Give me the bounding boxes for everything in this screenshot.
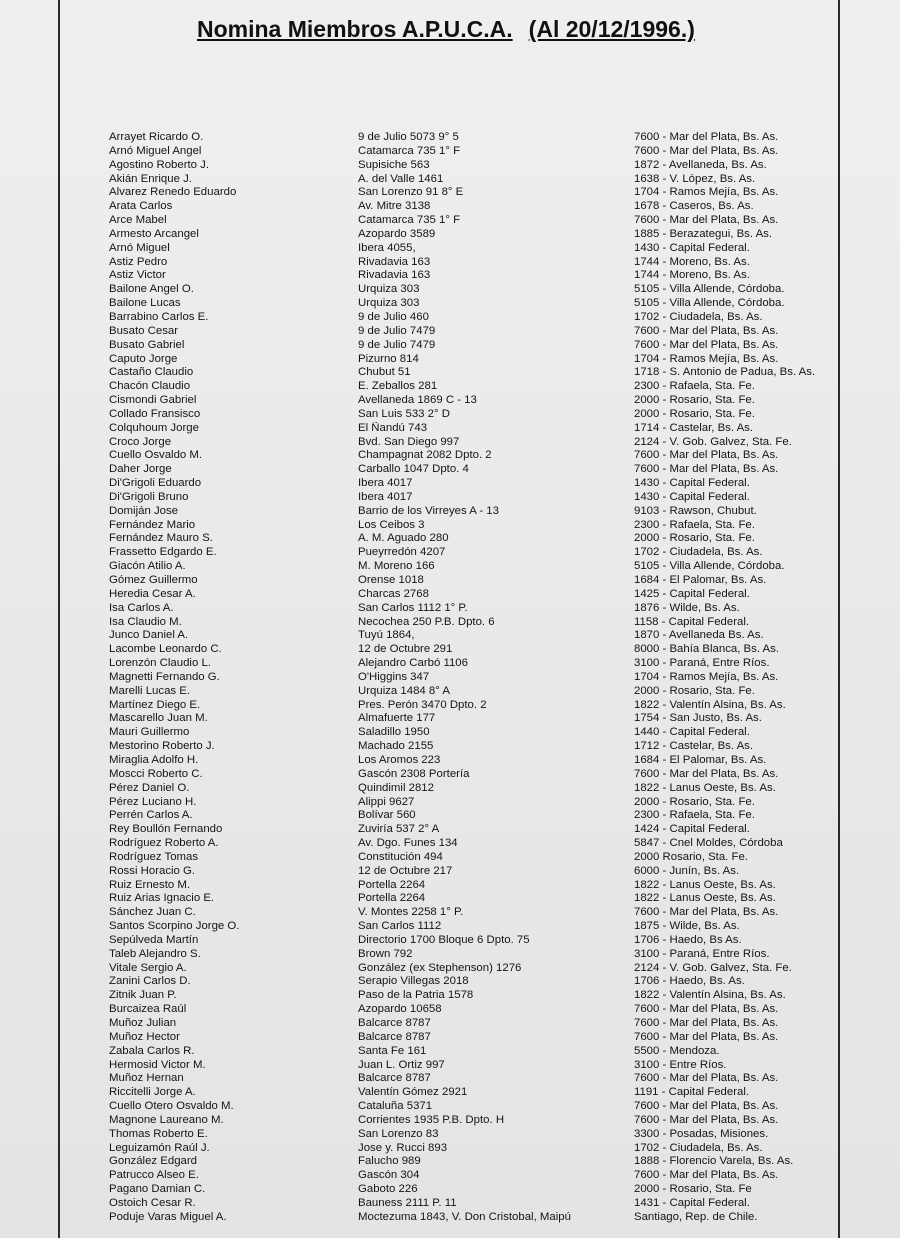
member-address: San Lorenzo 83: [358, 1127, 439, 1140]
member-city: 7600 - Mar del Plata, Bs. As.: [634, 449, 779, 462]
member-name: Martínez Diego E.: [109, 698, 201, 711]
member-name: Ostoich Cesar R.: [109, 1196, 196, 1209]
member-address: V. Montes 2258 1° P.: [358, 906, 464, 919]
member-name: Poduje Varas Miguel A.: [109, 1210, 227, 1223]
member-address: San Luis 533 2° D: [358, 407, 450, 420]
member-address: A. M. Aguado 280: [358, 532, 449, 545]
member-name: Zabala Carlos R.: [109, 1044, 195, 1057]
member-city: 1822 - Lanus Oeste, Bs. As.: [634, 781, 776, 794]
member-address: San Carlos 1112 1° P.: [358, 601, 468, 614]
member-address: Bolívar 560: [358, 809, 416, 822]
member-city: 1706 - Haedo, Bs. As.: [634, 975, 745, 988]
member-city: 1430 - Capital Federal.: [634, 490, 750, 503]
member-address: Carballo 1047 Dpto. 4: [358, 463, 469, 476]
member-name: Vitale Sergio A.: [109, 961, 187, 974]
member-name: Frassetto Edgardo E.: [109, 546, 217, 559]
member-name: Di'Grigoli Eduardo: [109, 477, 202, 490]
member-city: 7600 - Mar del Plata, Bs. As.: [634, 214, 779, 227]
member-city: 1822 - Lanus Oeste, Bs. As.: [634, 892, 776, 905]
member-address: Serapio Villegas 2018: [358, 975, 469, 988]
member-city: 1424 - Capital Federal.: [634, 823, 750, 836]
member-address: Gascón 2308 Portería: [358, 767, 470, 780]
member-city: 7600 - Mar del Plata, Bs. As.: [634, 906, 779, 919]
member-address: San Carlos 1112: [358, 920, 442, 933]
member-city: 2124 - V. Gob. Galvez, Sta. Fe.: [634, 961, 792, 974]
member-city: 1425 - Capital Federal.: [634, 587, 750, 600]
member-name: Hermosid Victor M.: [109, 1058, 206, 1071]
member-address: Orense 1018: [358, 574, 424, 586]
member-address: Zuviría 537 2° A: [358, 823, 440, 836]
member-city: 1714 - Castelar, Bs. As.: [634, 421, 754, 434]
member-address: Cataluña 5371: [358, 1100, 433, 1113]
cities-column: [634, 131, 834, 1225]
member-address: Champagnat 2082 Dpto. 2: [358, 449, 492, 462]
member-city: 1704 - Ramos Mejía, Bs. As.: [634, 186, 779, 199]
member-address: Balcarce 8787: [358, 1030, 431, 1043]
member-name: Patrucco Alseo E.: [109, 1169, 199, 1182]
member-name: Lacombe Leonardo C.: [109, 643, 222, 656]
page-title: [197, 16, 797, 43]
member-address: Quindimil 2812: [358, 781, 434, 794]
member-name: Caputo Jorge: [109, 352, 178, 365]
member-city: 7600 - Mar del Plata, Bs. As.: [634, 1100, 779, 1113]
member-address: A. del Valle 1461: [358, 172, 444, 185]
member-city: 1888 - Florencio Varela, Bs. As.: [634, 1155, 794, 1168]
member-name: Pérez Luciano H.: [109, 795, 197, 808]
member-address: M. Moreno 166: [358, 560, 435, 573]
member-address: Supisiche 563: [358, 158, 430, 171]
member-name: Mascarello Juan M.: [109, 712, 208, 725]
member-address: Machado 2155: [358, 740, 434, 753]
member-city: 1684 - El Palomar, Bs. As.: [634, 574, 767, 586]
member-name: Muñoz Julian: [109, 1017, 177, 1029]
member-city: 1684 - El Palomar, Bs. As.: [634, 753, 767, 766]
member-name: Di'Grigoli Bruno: [109, 490, 189, 503]
member-name: Thomas Roberto E.: [109, 1127, 208, 1140]
member-name: Perrén Carlos A.: [109, 809, 193, 822]
member-address: Bauness 2111 P. 11: [358, 1196, 457, 1209]
member-name: Miraglia Adolfo H.: [109, 753, 199, 766]
member-address: Avellaneda 1869 C - 13: [358, 394, 477, 407]
member-city: 2300 - Rafaela, Sta. Fe.: [634, 518, 755, 531]
member-city: 1822 - Valentín Alsina, Bs. As.: [634, 698, 786, 711]
member-name: Magnetti Fernando G.: [109, 670, 220, 683]
member-city: 7600 - Mar del Plata, Bs. As.: [634, 1030, 779, 1043]
member-city: 2124 - V. Gob. Galvez, Sta. Fe.: [634, 435, 792, 448]
member-address: Ibera 4055,: [358, 241, 416, 254]
member-name: Fernández Mauro S.: [109, 532, 213, 545]
member-city: 3300 - Posadas, Misiones.: [634, 1127, 769, 1140]
member-address: Ibera 4017: [358, 477, 413, 490]
addresses-column: [358, 131, 618, 1225]
member-address: Saladillo 1950: [358, 726, 430, 739]
member-city: 1876 - Wilde, Bs. As.: [634, 601, 740, 614]
member-city: 3100 - Paraná, Entre Ríos.: [634, 947, 770, 960]
member-city: 7600 - Mar del Plata, Bs. As.: [634, 131, 779, 143]
member-name: Busato Cesar: [109, 324, 179, 337]
member-city: 2000 - Rosario, Sta. Fe.: [634, 394, 755, 407]
member-city: 1704 - Ramos Mejía, Bs. As.: [634, 670, 779, 683]
member-address: Pres. Perón 3470 Dpto. 2: [358, 698, 487, 711]
member-address: Los Ceibos 3: [358, 518, 425, 531]
member-name: Alvarez Renedo Eduardo: [109, 186, 237, 199]
member-city: 2000 - Rosario, Sta. Fe: [634, 1183, 752, 1196]
member-name: González Edgard: [109, 1155, 198, 1168]
member-city: 1702 - Ciudadela, Bs. As.: [634, 546, 763, 559]
member-city: 2000 - Rosario, Sta. Fe.: [634, 407, 755, 420]
member-name: Astiz Pedro: [109, 255, 168, 268]
member-city: 3100 - Paraná, Entre Ríos.: [634, 657, 770, 670]
member-address: Bvd. San Diego 997: [358, 435, 460, 448]
member-name: Muñoz Hector: [109, 1030, 180, 1043]
member-name: Heredia Cesar A.: [109, 587, 196, 600]
page-border-left: [58, 0, 60, 1238]
member-city: 1191 - Capital Federal.: [634, 1086, 750, 1099]
member-city: 1872 - Avellaneda, Bs. As.: [634, 158, 767, 171]
member-name: Junco Daniel A.: [109, 629, 189, 642]
member-address: Urquiza 303: [358, 283, 420, 296]
member-name: Pérez Daniel O.: [109, 781, 190, 794]
member-city: 7600 - Mar del Plata, Bs. As.: [634, 144, 779, 157]
member-name: Rodríguez Roberto A.: [109, 837, 219, 850]
member-address: Moctezuma 1843, V. Don Cristobal, Maipú: [358, 1210, 571, 1223]
member-name: Chacón Claudio: [109, 380, 191, 393]
member-address: Tuyú 1864,: [358, 629, 415, 642]
member-name: Agostino Roberto J.: [109, 158, 210, 171]
member-name: Mauri Guillermo: [109, 726, 190, 739]
names-column: [109, 131, 349, 1225]
member-address: Rivadavia 163: [358, 255, 431, 268]
member-name: Arata Carlos: [109, 200, 173, 213]
member-address: 9 de Julio 5073 9° 5: [358, 131, 459, 143]
member-city: 7600 - Mar del Plata, Bs. As.: [634, 463, 779, 476]
member-name: Bailone Lucas: [109, 297, 181, 310]
member-city: 2000 Rosario, Sta. Fe.: [634, 850, 748, 863]
member-city: 3100 - Entre Ríos.: [634, 1058, 727, 1071]
title-date: (Al 20/12/1996.): [528, 16, 695, 42]
member-address: E. Zeballos 281: [358, 380, 438, 393]
member-city: 1712 - Castelar, Bs. As.: [634, 740, 754, 753]
member-name: Santos Scorpino Jorge O.: [109, 920, 240, 933]
member-city: 1430 - Capital Federal.: [634, 241, 750, 254]
member-name: Ruiz Ernesto M.: [109, 878, 191, 891]
member-city: 6000 - Junín, Bs. As.: [634, 864, 740, 877]
member-city: 9103 - Rawson, Chubut.: [634, 504, 757, 517]
member-address: Alejandro Carbó 1106: [358, 657, 468, 670]
member-city: 7600 - Mar del Plata, Bs. As.: [634, 1072, 779, 1085]
member-address: Falucho 989: [358, 1155, 421, 1168]
member-address: Catamarca 735 1° F: [358, 214, 461, 227]
member-city: 1754 - San Justo, Bs. As.: [634, 712, 762, 725]
member-name: Rey Boullón Fernando: [109, 823, 223, 836]
member-name: Lorenzón Claudio L.: [109, 657, 211, 670]
member-city: 2000 - Rosario, Sta. Fe.: [634, 684, 755, 697]
member-city: 1431 - Capital Federal.: [634, 1196, 750, 1209]
member-city: 2300 - Rafaela, Sta. Fe.: [634, 809, 755, 822]
member-name: Mestorino Roberto J.: [109, 740, 215, 753]
member-name: Magnone Laureano M.: [109, 1113, 224, 1126]
member-name: Burcaizea Raúl: [109, 1003, 187, 1016]
member-address: Paso de la Patria 1578: [358, 989, 474, 1002]
member-name: Isa Claudio M.: [109, 615, 182, 628]
member-city: 1430 - Capital Federal.: [634, 477, 750, 490]
member-name: Giacón Atilio A.: [109, 560, 186, 573]
member-name: Sánchez Juan C.: [109, 906, 196, 919]
member-address: Los Aromos 223: [358, 753, 441, 766]
member-city: 1875 - Wilde, Bs. As.: [634, 920, 740, 933]
member-name: Cuello Osvaldo M.: [109, 449, 203, 462]
member-address: Chubut 51: [358, 366, 411, 379]
member-name: Zitnik Juan P.: [109, 989, 177, 1002]
member-city: 7600 - Mar del Plata, Bs. As.: [634, 324, 779, 337]
member-address: Av. Mitre 3138: [358, 200, 431, 213]
member-city: 7600 - Mar del Plata, Bs. As.: [634, 1003, 779, 1016]
member-name: Busato Gabriel: [109, 338, 185, 351]
member-address: Pueyrredón 4207: [358, 546, 446, 559]
member-city: 8000 - Bahía Blanca, Bs. As.: [634, 643, 780, 656]
member-city: 1822 - Lanus Oeste, Bs. As.: [634, 878, 776, 891]
member-address: Urquiza 1484 8° A: [358, 684, 450, 697]
member-address: Balcarce 8787: [358, 1072, 431, 1085]
member-address: 9 de Julio 7479: [358, 324, 436, 337]
member-address: Santa Fe 161: [358, 1044, 427, 1057]
member-address: San Lorenzo 91 8° E: [358, 186, 464, 199]
member-name: Colquhoum Jorge: [109, 421, 199, 434]
member-name: Rodríguez Tomas: [109, 850, 199, 863]
member-city: 7600 - Mar del Plata, Bs. As.: [634, 767, 779, 780]
member-name: Isa Carlos A.: [109, 601, 174, 614]
member-address: Av. Dgo. Funes 134: [358, 837, 458, 850]
member-address: González (ex Stephenson) 1276: [358, 961, 522, 974]
member-city: 1885 - Berazategui, Bs. As.: [634, 227, 773, 240]
member-name: Arrayet Ricardo O.: [109, 131, 204, 143]
member-name: Muñoz Hernan: [109, 1072, 184, 1085]
member-address: Almafuerte 177: [358, 712, 436, 725]
member-address: Gascón 304: [358, 1169, 420, 1182]
member-city: 1702 - Ciudadela, Bs. As.: [634, 1141, 763, 1154]
member-city: 2000 - Rosario, Sta. Fe.: [634, 795, 755, 808]
member-address: 12 de Octubre 291: [358, 643, 453, 656]
member-address: Catamarca 735 1° F: [358, 144, 461, 157]
member-name: Rossi Horacio G.: [109, 864, 196, 877]
member-city: 5500 - Mendoza.: [634, 1044, 720, 1057]
member-address: Corrientes 1935 P.B. Dpto. H: [358, 1113, 505, 1126]
member-city: Santiago, Rep. de Chile.: [634, 1210, 758, 1223]
page-border-right: [838, 0, 840, 1238]
member-name: Barrabino Carlos E.: [109, 310, 209, 323]
member-city: 1638 - V. López, Bs. As.: [634, 172, 756, 185]
member-city: 5105 - Villa Allende, Córdoba.: [634, 283, 785, 296]
member-address: Ibera 4017: [358, 490, 413, 503]
member-address: Alippi 9627: [358, 795, 415, 808]
member-address: Portella 2264: [358, 892, 426, 905]
member-name: Arnó Miguel Angel: [109, 144, 202, 157]
member-city: 1870 - Avellaneda Bs. As.: [634, 629, 764, 642]
member-address: Balcarce 8787: [358, 1017, 431, 1029]
member-city: 1440 - Capital Federal.: [634, 726, 750, 739]
member-city: 1718 - S. Antonio de Padua, Bs. As.: [634, 366, 816, 379]
member-name: Riccitelli Jorge A.: [109, 1086, 196, 1099]
member-name: Zanini Carlos D.: [109, 975, 191, 988]
member-address: Rivadavia 163: [358, 269, 431, 282]
member-name: Daher Jorge: [109, 463, 172, 476]
member-address: Valentín Gómez 2921: [358, 1086, 468, 1099]
member-name: Bailone Angel O.: [109, 283, 194, 296]
member-city: 2300 - Rafaela, Sta. Fe.: [634, 380, 755, 393]
member-city: 1678 - Caseros, Bs. As.: [634, 200, 754, 213]
member-city: 1704 - Ramos Mejía, Bs. As.: [634, 352, 779, 365]
member-address: Jose y. Rucci 893: [358, 1141, 448, 1154]
member-name: Ruiz Arias Ignacio E.: [109, 892, 215, 905]
member-name: Leguizamón Raúl J.: [109, 1141, 210, 1154]
member-name: Domiján Jose: [109, 504, 179, 517]
member-address: Charcas 2768: [358, 587, 429, 600]
member-name: Pagano Damian C.: [109, 1183, 206, 1196]
member-name: Armesto Arcangel: [109, 227, 199, 240]
member-name: Marelli Lucas E.: [109, 684, 191, 697]
member-address: 12 de Octubre 217: [358, 864, 453, 877]
member-city: 1158 - Capital Federal.: [634, 615, 750, 628]
member-city: 7600 - Mar del Plata, Bs. As.: [634, 1113, 779, 1126]
member-city: 1706 - Haedo, Bs As.: [634, 933, 742, 946]
member-address: Azopardo 3589: [358, 227, 436, 240]
member-address: 9 de Julio 460: [358, 310, 429, 323]
member-name: Arce Mabel: [109, 214, 167, 227]
member-city: 5105 - Villa Allende, Córdoba.: [634, 560, 785, 573]
member-city: 1702 - Ciudadela, Bs. As.: [634, 310, 763, 323]
member-address: Azopardo 10658: [358, 1003, 442, 1016]
member-name: Cismondi Gabriel: [109, 394, 197, 407]
member-city: 5847 - Cnel Moldes, Córdoba: [634, 837, 783, 850]
member-name: Cuello Otero Osvaldo M.: [109, 1100, 234, 1113]
member-city: 7600 - Mar del Plata, Bs. As.: [634, 1169, 779, 1182]
member-city: 1822 - Valentín Alsina, Bs. As.: [634, 989, 786, 1002]
member-name: Gómez Guillermo: [109, 574, 198, 586]
member-address: O'Higgins 347: [358, 670, 430, 683]
member-address: Directorio 1700 Bloque 6 Dpto. 75: [358, 933, 530, 946]
member-city: 1744 - Moreno, Bs. As.: [634, 255, 750, 268]
member-name: Castaño Claudio: [109, 366, 194, 379]
member-address: Pizurno 814: [358, 352, 419, 365]
member-name: Collado Fransisco: [109, 407, 201, 420]
member-address: El Ñandú 743: [358, 421, 428, 434]
member-address: Barrio de los Virreyes A - 13: [358, 504, 499, 517]
member-name: Akián Enrique J.: [109, 172, 192, 185]
member-name: Taleb Alejandro S.: [109, 947, 201, 960]
member-name: Arnó Miguel: [109, 241, 170, 254]
member-address: Brown 792: [358, 947, 413, 960]
member-name: Moscci Roberto C.: [109, 767, 203, 780]
member-address: 9 de Julio 7479: [358, 338, 436, 351]
member-address: Urquiza 303: [358, 297, 420, 310]
member-name: Sepúlveda Martín: [109, 933, 199, 946]
member-city: 5105 - Villa Allende, Córdoba.: [634, 297, 785, 310]
member-city: 7600 - Mar del Plata, Bs. As.: [634, 338, 779, 351]
member-name: Croco Jorge: [109, 435, 172, 448]
member-address: Portella 2264: [358, 878, 426, 891]
member-city: 7600 - Mar del Plata, Bs. As.: [634, 1017, 779, 1029]
member-city: 1744 - Moreno, Bs. As.: [634, 269, 750, 282]
member-city: 2000 - Rosario, Sta. Fe.: [634, 532, 755, 545]
member-address: Gaboto 226: [358, 1183, 418, 1196]
member-name: Fernández Mario: [109, 518, 196, 531]
member-name: Astiz Victor: [109, 269, 166, 282]
title-main: Nomina Miembros A.P.U.C.A.: [197, 16, 513, 42]
member-address: Constitución 494: [358, 850, 443, 863]
member-address: Juan L. Ortiz 997: [358, 1058, 445, 1071]
member-address: Necochea 250 P.B. Dpto. 6: [358, 615, 495, 628]
